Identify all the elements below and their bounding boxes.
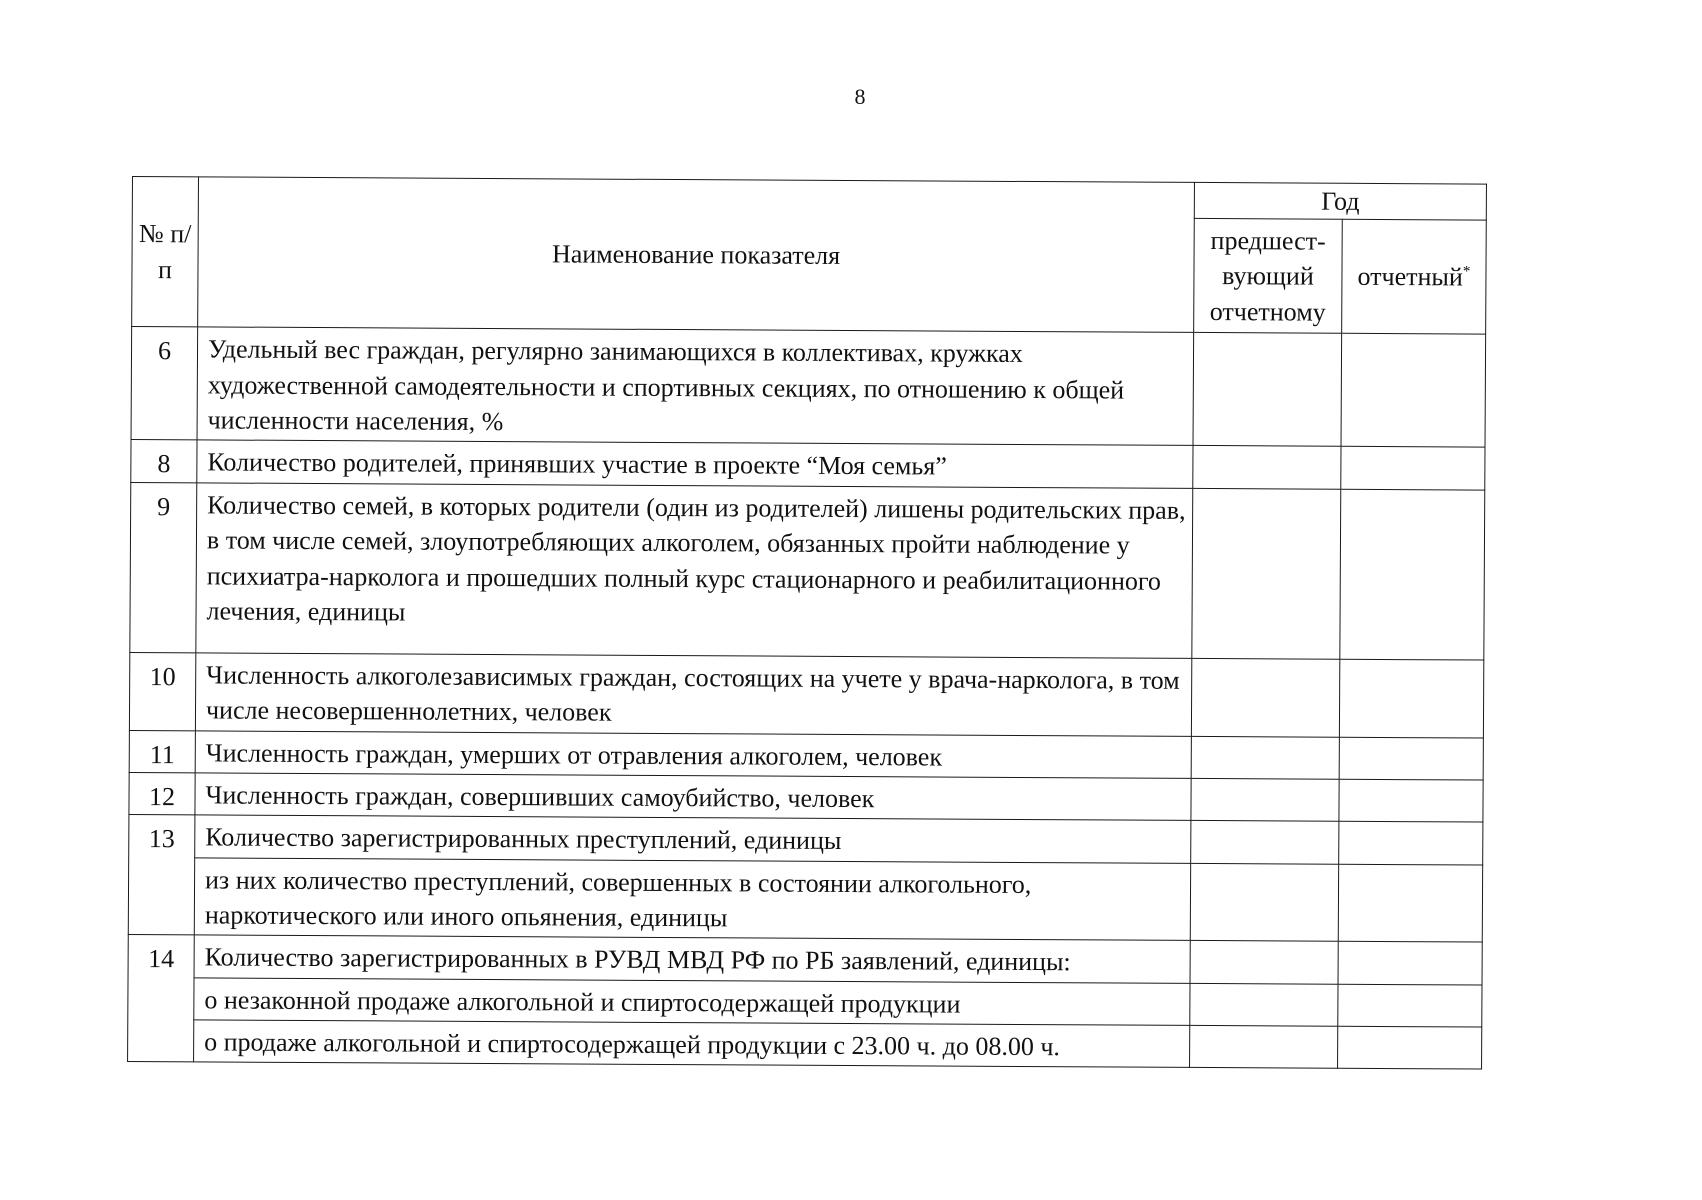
row-previous-value <box>1190 863 1338 942</box>
header-reporting-label: отчетный <box>1357 262 1463 292</box>
row-previous-value <box>1190 983 1338 1026</box>
table-subrow <box>128 857 1482 942</box>
header-reporting-year <box>1342 220 1487 335</box>
row-text: о продаже алкогольной и спиртосодержащей продукции с 23.00 ч. до 08.00 ч. <box>194 1020 1190 1068</box>
row-current-value <box>1339 659 1483 738</box>
table-row <box>129 652 1483 737</box>
row-current-value <box>1341 334 1486 448</box>
header-previous-year: предшест-вующий отчетному <box>1194 219 1343 334</box>
page-number: 8 <box>854 84 866 109</box>
header-year: Год <box>1194 182 1486 220</box>
row-previous-value <box>1191 821 1339 864</box>
row-current-value <box>1339 821 1483 864</box>
table-subrow <box>128 1020 1482 1070</box>
table-row <box>129 730 1483 780</box>
row-number: 11 <box>129 730 195 773</box>
row-previous-value <box>1190 1025 1338 1068</box>
row-previous-value <box>1193 446 1341 489</box>
row-text: Численность граждан, умерших от отравления алкоголем, человек <box>195 730 1191 778</box>
table-row <box>129 815 1483 865</box>
row-text: Численность граждан, совершивших самоубийство, человек <box>195 773 1191 821</box>
header-reporting-footnote-mark: * <box>1462 263 1471 280</box>
row-text: из них количество преступлений, совершенных в состоянии алкогольного, наркотического или иного опьянения, единицы <box>194 857 1190 940</box>
table-row <box>131 327 1486 448</box>
header-row-top <box>132 177 1486 221</box>
row-number: 14 <box>128 935 195 1062</box>
table-row <box>129 772 1483 822</box>
row-number: 12 <box>129 772 195 815</box>
row-current-value <box>1340 489 1485 660</box>
table-row <box>131 440 1485 490</box>
header-indicator-name: Наименование показателя <box>198 177 1195 333</box>
row-current-value <box>1339 737 1483 780</box>
table-row <box>130 482 1485 660</box>
row-current-value <box>1338 942 1482 985</box>
table-row <box>128 935 1482 985</box>
indicators-table-wrapper <box>127 176 1487 1070</box>
row-previous-value <box>1193 333 1342 447</box>
row-previous-value <box>1191 778 1339 821</box>
row-previous-value <box>1192 488 1341 659</box>
row-current-value <box>1338 1026 1482 1069</box>
row-current-value <box>1338 864 1482 943</box>
table-subrow <box>128 977 1482 1027</box>
row-number: 13 <box>128 815 195 935</box>
indicators-table <box>127 176 1487 1070</box>
row-number: 10 <box>129 652 195 730</box>
row-current-value <box>1339 779 1483 822</box>
row-number: 9 <box>130 482 197 652</box>
row-text: о незаконной продаже алкогольной и спиртосодержащей продукции <box>194 978 1190 1026</box>
row-text: Количество семей, в которых родители (один из родителей) лишены родительских прав, в том числе семей, злоупотребляющих алкоголем, обязанных пройти наблюдение у психиатра-нарколога и прошедших полный курс стационарного и реабилитационного лечения, единицы <box>196 483 1193 659</box>
row-previous-value <box>1190 941 1338 984</box>
header-num: № п/п <box>132 177 199 328</box>
row-previous-value <box>1191 736 1339 779</box>
row-current-value <box>1338 984 1482 1027</box>
row-current-value <box>1341 447 1485 490</box>
row-previous-value <box>1191 658 1339 737</box>
row-number: 6 <box>131 327 198 440</box>
row-text: Количество родителей, принявших участие в проекте “Моя семья” <box>197 440 1193 488</box>
row-number: 8 <box>131 440 197 483</box>
row-text: Количество зарегистрированных в РУВД МВД РФ по РБ заявлений, единицы: <box>194 935 1190 983</box>
row-text: Количество зарегистрированных преступлений, единицы <box>195 815 1191 863</box>
row-text: Численность алкоголезависимых граждан, состоящих на учете у врача-нарколога, в том числе несовершеннолетних, человек <box>195 653 1191 736</box>
row-text: Удельный вес граждан, регулярно занимающихся в коллективах, кружках художественной самодеятельности и спортивных секциях, по отношению к общей численности населения, % <box>197 327 1194 446</box>
